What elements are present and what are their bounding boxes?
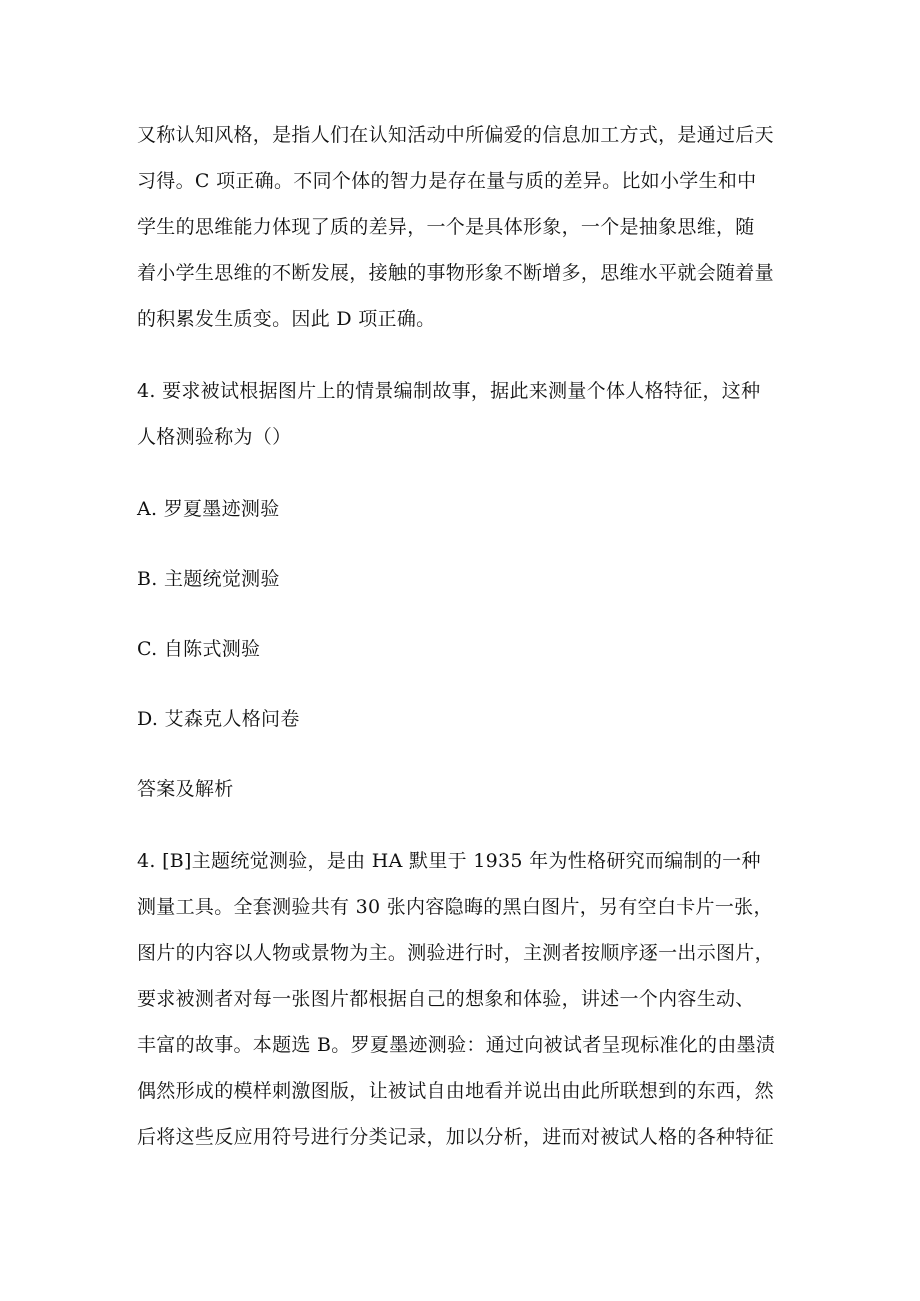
question-line-2: 人格测验称为（） [137,426,292,448]
intro-line-2: 习得。C 项正确。不同个体的智力是存在量与质的差异。比如小学生和中 [137,170,757,192]
question-line-1: 4. 要求被试根据图片上的情景编制故事，据此来测量个体人格特征，这种 [137,380,761,402]
intro-line-5: 的积累发生质变。因此 D 项正确。 [137,308,436,330]
intro-line-1: 又称认知风格，是指人们在认知活动中所偏爱的信息加工方式，是通过后天 [137,124,774,146]
option-c: C. 自陈式测验 [137,638,261,660]
explanation-line-1: 4. [B]主题统觉测验，是由 HA 默里于 1935 年为性格研究而编制的一种 [137,850,761,872]
explanation-line-4: 要求被测者对每一张图片都根据自己的想象和体验，讲述一个内容生动、 [137,988,755,1010]
option-d: D. 艾森克人格问卷 [137,708,300,730]
answer-heading: 答案及解析 [137,778,234,800]
explanation-line-2: 测量工具。全套测验共有 30 张内容隐晦的黑白图片，另有空白卡片一张， [137,896,773,918]
intro-line-3: 学生的思维能力体现了质的差异，一个是具体形象，一个是抽象思维，随 [137,216,755,238]
intro-line-4: 着小学生思维的不断发展，接触的事物形象不断增多，思维水平就会随着量 [137,262,774,284]
explanation-line-7: 后将这些反应用符号进行分类记录，加以分析，进而对被试人格的各种特征 [137,1126,774,1148]
option-a: A. 罗夏墨迹测验 [137,498,280,520]
option-b: B. 主题统觉测验 [137,568,280,590]
explanation-line-6: 偶然形成的模样刺激图版，让被试自由地看并说出由此所联想到的东西，然 [137,1080,774,1102]
explanation-line-5: 丰富的故事。本题选 B。罗夏墨迹测验：通过向被试者呈现标准化的由墨渍 [137,1034,776,1056]
explanation-line-3: 图片的内容以人物或景物为主。测验进行时，主测者按顺序逐一出示图片， [137,942,774,964]
